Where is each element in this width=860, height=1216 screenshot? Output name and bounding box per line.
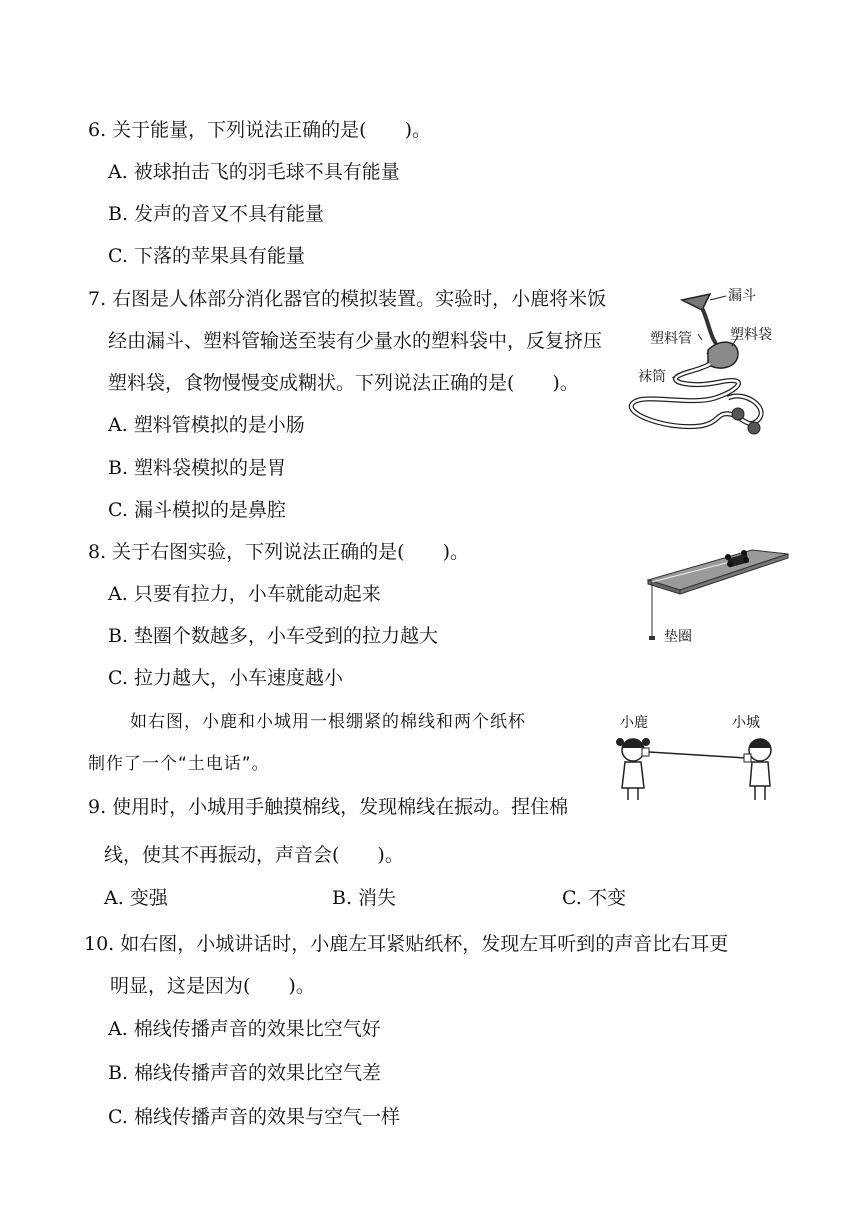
q9-stem-line-2: 线，使其不再振动，声音会( )。 — [104, 844, 404, 866]
digestive-model-illustration — [620, 280, 790, 450]
q10-stem-line-2: 明显，这是因为( )。 — [110, 975, 315, 997]
label-plastic-bag: 塑料袋 — [730, 327, 772, 343]
q9-option-c: C. 不变 — [562, 887, 626, 909]
q10-option-a: A. 棉线传播声音的效果比空气好 — [108, 1018, 381, 1040]
q6-option-c: C. 下落的苹果具有能量 — [108, 245, 305, 267]
label-washer: 垫圈 — [664, 629, 692, 645]
passage-line-1: 如右图，小鹿和小城用一根绷紧的棉线和两个纸杯 — [130, 712, 526, 732]
q6-option-a: A. 被球拍击飞的羽毛球不具有能量 — [108, 161, 400, 183]
tin-can-phone-figure — [608, 708, 788, 808]
q7-option-a: A. 塑料管模拟的是小肠 — [108, 414, 305, 436]
label-plastic-tube: 塑料管 — [650, 331, 692, 347]
q6-stem: 6. 关于能量，下列说法正确的是( )。 — [88, 119, 431, 141]
q10-stem-line-1: 10. 如右图，小城讲话时，小鹿左耳紧贴纸杯，发现左耳听到的声音比右耳更 — [84, 933, 729, 955]
label-sock: 袜筒 — [638, 369, 666, 385]
q8-stem: 8. 关于右图实验，下列说法正确的是( )。 — [88, 541, 469, 563]
q7-stem-line-3: 塑料袋，食物慢慢变成糊状。下列说法正确的是( )。 — [108, 372, 579, 394]
q7-option-c: C. 漏斗模拟的是鼻腔 — [108, 499, 286, 521]
q8-option-c: C. 拉力越大，小车速度越小 — [108, 667, 343, 689]
q7-stem-line-2: 经由漏斗、塑料管输送至装有少量水的塑料袋中，反复挤压 — [108, 330, 603, 352]
q9-stem-line-1: 9. 使用时，小城用手触摸棉线，发现棉线在振动。捏住棉 — [88, 796, 569, 818]
q8-option-b: B. 垫圈个数越多，小车受到的拉力越大 — [108, 625, 439, 647]
cart-board-illustration — [640, 540, 790, 650]
q7-option-b: B. 塑料袋模拟的是胃 — [108, 457, 287, 479]
label-xiaolu: 小鹿 — [620, 715, 648, 731]
passage-line-2: 制作了一个“土电话”。 — [88, 754, 270, 774]
children-phone-illustration — [608, 708, 788, 808]
digestive-model-figure — [620, 280, 790, 450]
q9-option-b: B. 消失 — [332, 887, 397, 909]
q7-stem-line-1: 7. 右图是人体部分消化器官的模拟装置。实验时，小鹿将米饭 — [88, 288, 607, 310]
q9-option-a: A. 变强 — [104, 887, 168, 909]
cart-experiment-figure — [640, 540, 790, 650]
label-funnel: 漏斗 — [728, 288, 756, 304]
q8-option-a: A. 只要有拉力，小车就能动起来 — [108, 583, 381, 605]
q6-option-b: B. 发声的音叉不具有能量 — [108, 203, 325, 225]
q10-option-c: C. 棉线传播声音的效果与空气一样 — [108, 1106, 400, 1128]
label-xiaocheng: 小城 — [732, 715, 760, 731]
q10-option-b: B. 棉线传播声音的效果比空气差 — [108, 1062, 382, 1084]
